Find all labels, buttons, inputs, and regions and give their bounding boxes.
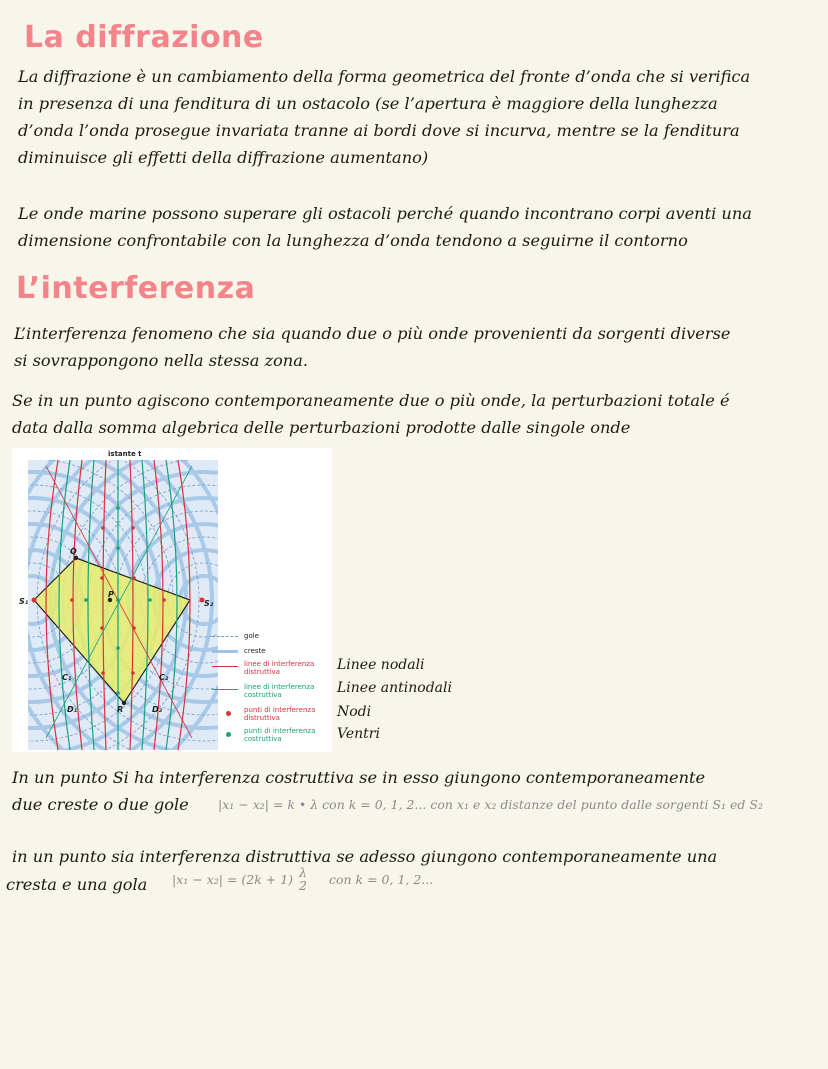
label-q: Q xyxy=(70,547,77,556)
label-s2: S₂ xyxy=(204,599,214,608)
interference-paragraph-2 xyxy=(12,387,730,441)
destructive-line-1: in un punto sia interferenza distruttiva se adesso giungono contemporaneamente una xyxy=(12,847,718,866)
label-d2: D₂ xyxy=(152,705,163,714)
constructive-line-2: due creste o due gole xyxy=(12,795,189,814)
label-r: R xyxy=(117,705,124,714)
legend-swatch-destructive-lines xyxy=(212,666,238,667)
annotation-nodal-lines: Linee nodali xyxy=(337,657,425,673)
destructive-line-2: cresta e una gola xyxy=(6,875,148,894)
label-s1: S₁ xyxy=(19,597,29,606)
fraction-denominator: 2 xyxy=(299,878,307,893)
destructive-formula xyxy=(172,866,433,892)
annotation-nodes: Nodi xyxy=(337,704,372,720)
annotation-antinodal-lines: Linee antinodali xyxy=(337,680,452,696)
text-line: in presenza di una fenditura di un ostacolo (se l’apertura è maggiore della lunghezza xyxy=(18,94,718,113)
legend-swatch-gole xyxy=(212,636,238,637)
label-c2: C₂ xyxy=(159,673,169,682)
destructive-formula-fraction xyxy=(299,866,307,892)
legend-swatch-destructive-points xyxy=(226,711,231,716)
figure-title: istante t xyxy=(108,450,142,458)
text-line: diminuisce gli effetti della diffrazione aumentano) xyxy=(18,148,429,167)
text-line: Se in un punto agiscono contemporaneamente due o più onde, la perturbazioni totale é xyxy=(12,391,730,410)
interference-paragraph-1 xyxy=(14,320,731,374)
legend-gole: gole xyxy=(244,632,259,640)
interference-title: L’interferenza xyxy=(16,271,256,306)
label-p: P xyxy=(108,590,114,599)
interference-figure xyxy=(12,448,332,752)
legend-constructive-points: punti di interferenza costruttiva xyxy=(244,727,316,743)
text-line: Le onde marine possono superare gli ostacoli perché quando incontrano corpi aventi una xyxy=(18,204,752,223)
annotation-antinodes: Ventri xyxy=(337,726,380,742)
diffraction-paragraph-2 xyxy=(18,200,752,254)
legend-constructive-lines: linee di interferenza costruttiva xyxy=(244,683,315,699)
text-line: si sovrappongono nella stessa zona. xyxy=(14,351,308,370)
text-line: L’interferenza fenomeno che sia quando due o più onde provenienti da sorgenti diverse xyxy=(14,324,731,343)
label-d1: D₁ xyxy=(67,705,78,714)
legend-swatch-constructive-points xyxy=(226,732,231,737)
destructive-formula-left: |x₁ − x₂| = (2k + 1) xyxy=(172,871,294,887)
destructive-formula-right: con k = 0, 1, 2... xyxy=(329,871,434,887)
text-line: data dalla somma algebrica delle perturbazioni prodotte dalle singole onde xyxy=(12,418,631,437)
diffraction-title: La diffrazione xyxy=(24,20,264,55)
text-line: La diffrazione è un cambiamento della forma geometrica del fronte d’onda che si verifica xyxy=(18,67,751,86)
diffraction-paragraph-1 xyxy=(18,63,750,171)
legend-destructive-points: punti di interferenza distruttiva xyxy=(244,706,316,722)
constructive-line-1: In un punto Si ha interferenza costruttiva se in esso giungono contemporaneamente xyxy=(12,768,706,787)
legend-swatch-creste xyxy=(212,650,238,653)
fraction-numerator: λ xyxy=(299,865,307,880)
label-c1: C₁ xyxy=(62,673,72,682)
constructive-formula: |x₁ − x₂| = k • λ con k = 0, 1, 2... con x₁ e x₂ distanze del punto dalle sorgenti S₁ ed S₂ xyxy=(218,797,763,812)
legend-creste: creste xyxy=(244,647,266,655)
text-line: dimensione confrontabile con la lunghezza d’onda tendono a seguirne il contorno xyxy=(18,231,688,250)
text-line: d’onda l’onda prosegue invariata tranne ai bordi dove si incurva, mentre se la fenditura xyxy=(18,121,740,140)
legend-destructive-lines: linee di interferenza distruttiva xyxy=(244,660,315,676)
legend-swatch-constructive-lines xyxy=(212,689,238,690)
